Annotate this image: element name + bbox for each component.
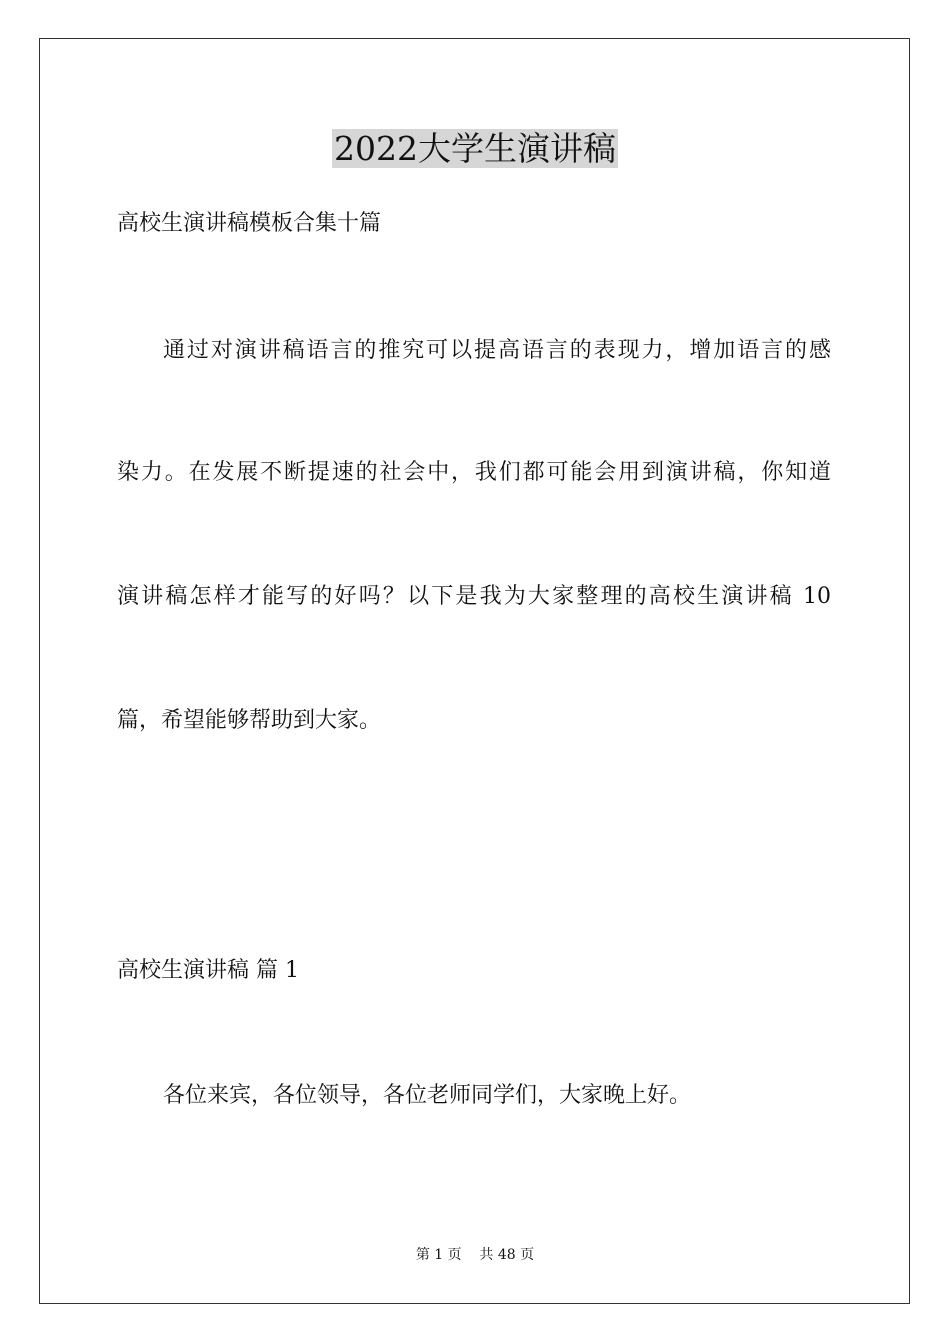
intro-line-1: 通过对演讲稿语言的推究可以提高语言的表现力，增加语言的感	[163, 338, 831, 363]
section-body: 各位来宾，各位领导，各位老师同学们，大家晚上好。	[163, 1083, 692, 1108]
page-number-footer: 第 1 页 共 48 页	[415, 1247, 535, 1263]
document-title-text: 2022大学生演讲稿	[334, 129, 616, 168]
section-heading: 高校生演讲稿 篇 1	[117, 958, 299, 983]
intro-line-2: 染力。在发展不断提速的社会中，我们都可能会用到演讲稿，你知道	[117, 460, 831, 485]
document-title	[0, 124, 950, 174]
intro-line-4: 篇，希望能够帮助到大家。	[117, 708, 382, 733]
intro-line-3: 演讲稿怎样才能写的好吗？以下是我为大家整理的高校生演讲稿 10	[117, 584, 831, 609]
document-subtitle: 高校生演讲稿模板合集十篇	[117, 211, 382, 236]
